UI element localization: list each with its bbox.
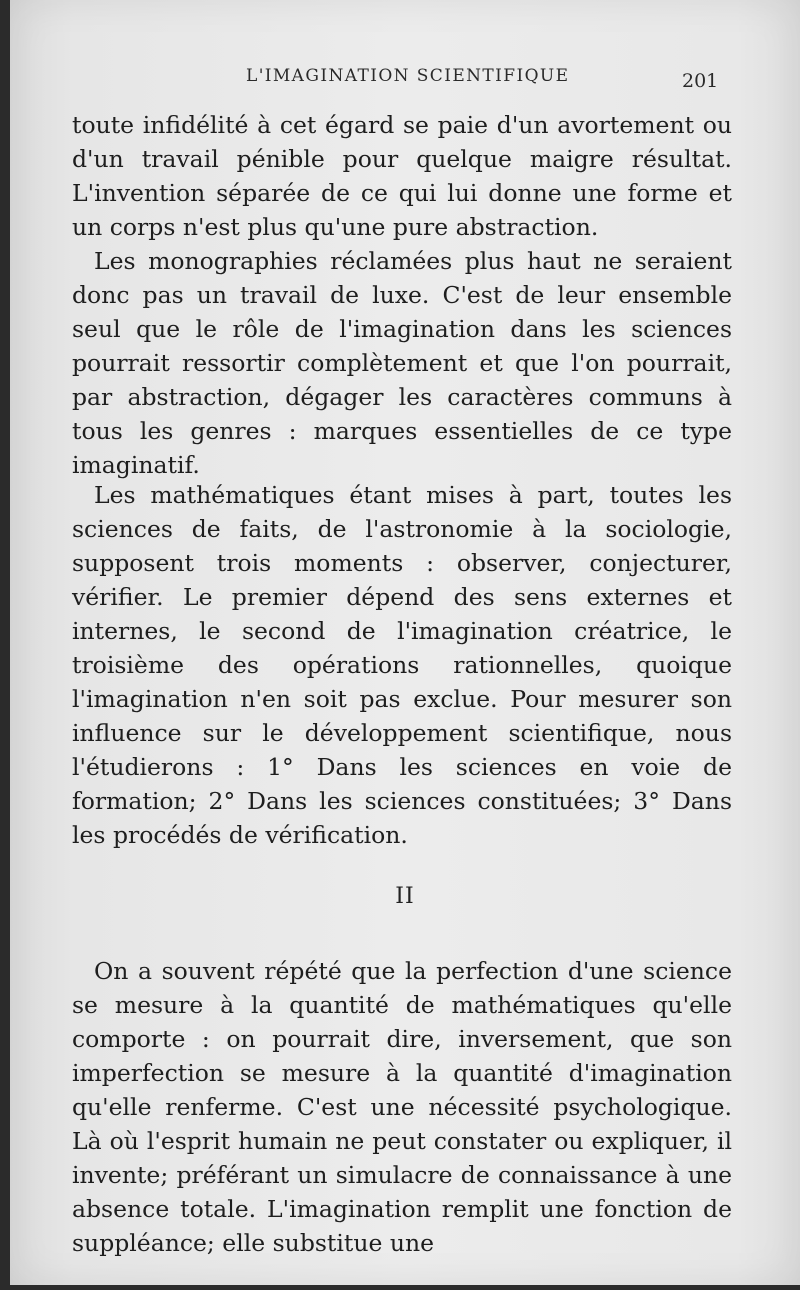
paragraph-text: toute infidélité à cet égard se paie d'un avortement ou d'un travail pénible pour quelque maigre résultat. L'invention séparée de ce qui lui donne une forme et un corps n'est plus qu'une pure abstraction. (72, 111, 732, 241)
paragraph-text: On a souvent répété que la perfection d'une science se mesure à la quantité de mathématiques qu'elle comporte : on pourrait dire, inversement, que son imperfection se mesure à la quantité d'imagination qu'elle renferme. C'est une nécessité psychologique. Là où l'esprit humain ne peut constater ou expliquer, il invente; préférant un simulacre de connaissance à une absence totale. L'imagination remplit une fonction de suppléance; elle substitue une (72, 957, 732, 1257)
paragraph-perfection (72, 954, 732, 1260)
paragraph-text: Les monographies réclamées plus haut ne seraient donc pas un travail de luxe. C'est de leur ensemble seul que le rôle de l'imagination dans les sciences pourrait ressortir complètement et que l'on pourrait, par abstraction, dégager les caractères communs à tous les genres : marques essentielles de ce type imaginatif. (72, 247, 732, 479)
paragraph-mathematiques (72, 478, 732, 852)
page-number: 201 (682, 70, 719, 92)
book-page (10, 0, 800, 1285)
running-head (10, 66, 800, 90)
paragraph-continuation (72, 108, 732, 244)
section-heading: II (395, 884, 415, 909)
paragraph-monographies (72, 244, 732, 482)
running-title: L'IMAGINATION SCIENTIFIQUE (246, 66, 570, 86)
paragraph-text: Les mathématiques étant mises à part, toutes les sciences de faits, de l'astronomie à la sociologie, supposent trois moments : observer, conjecturer, vérifier. Le premier dépend des sens externes et internes, le second de l'imagination créatrice, le troisième des opérations rationnelles, quoique l'imagination n'en soit pas exclue. Pour mesurer son influence sur le développement scientifique, nous l'étudierons : 1° Dans les sciences en voie de formation; 2° Dans les sciences constituées; 3° Dans les procédés de vérification. (72, 481, 732, 849)
